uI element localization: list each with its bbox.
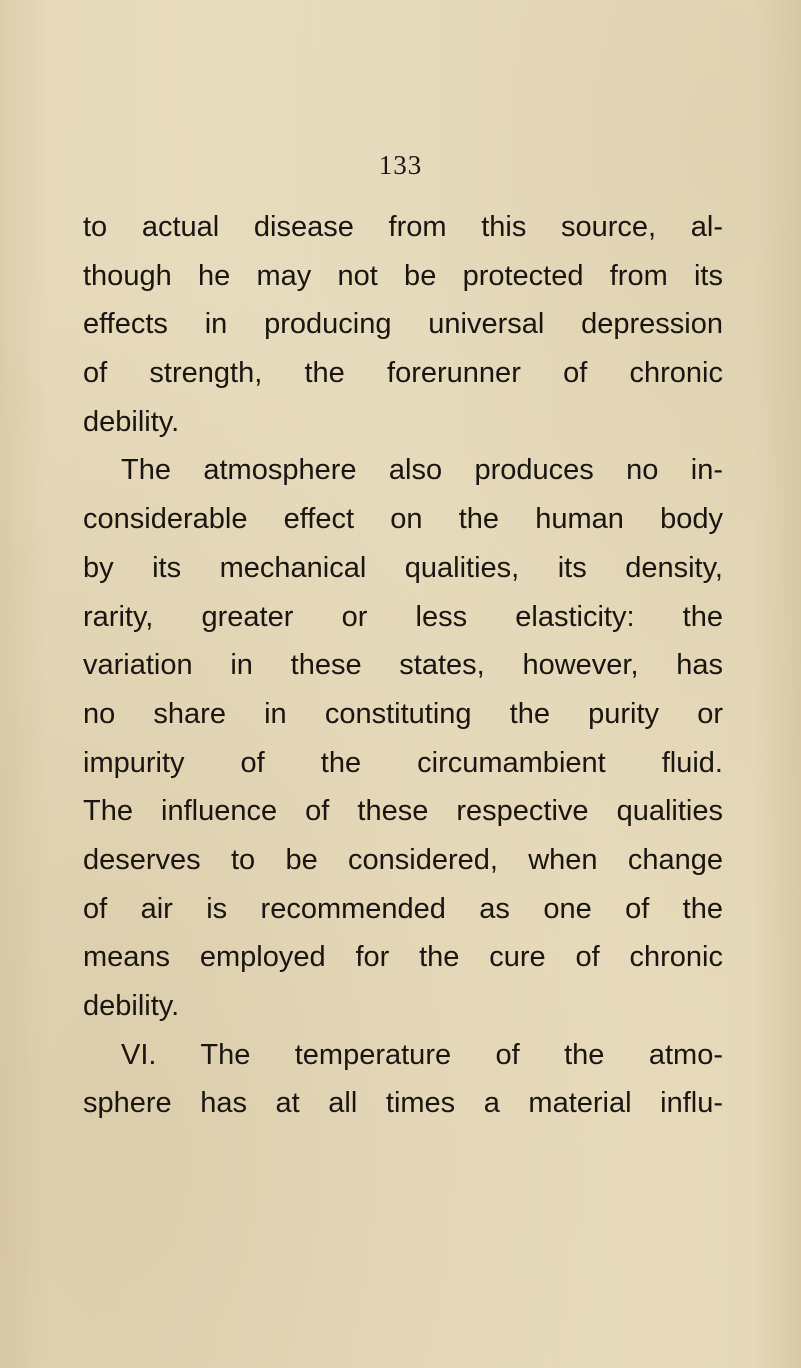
text-line: variation in these states, however, has: [83, 649, 723, 682]
text-line: impurity of the circumambient fluid.: [83, 746, 723, 779]
text-line: by its mechanical qualities, its density,: [83, 551, 723, 584]
text-line: VI. The temperature of the atmo-: [121, 1038, 723, 1071]
text-line: no share in constituting the purity or: [83, 697, 723, 730]
text-line: debility.: [83, 405, 180, 438]
text-line: effects in producing universal depression: [83, 308, 723, 341]
text-line: though he may not be protected from its: [83, 259, 723, 292]
text-line: The influence of these respective qualities: [83, 795, 723, 828]
text-line: debility.: [83, 990, 180, 1022]
text-line: The atmosphere also produces no in-: [121, 454, 723, 487]
text-line: of air is recommended as one of the: [83, 892, 723, 925]
text-line: sphere has at all times a material influ-: [83, 1087, 723, 1120]
text-line: considerable effect on the human body: [83, 503, 723, 536]
text-line: to actual disease from this source, al-: [83, 211, 723, 243]
text-line: means employed for the cure of chronic: [83, 941, 723, 974]
text-line: deserves to be considered, when change: [83, 843, 723, 876]
body-text: [83, 203, 723, 1128]
text-line: rarity, greater or less elasticity: the: [83, 600, 723, 633]
text-line: of strength, the forerunner of chronic: [83, 357, 723, 390]
page-number: 133: [378, 150, 423, 180]
